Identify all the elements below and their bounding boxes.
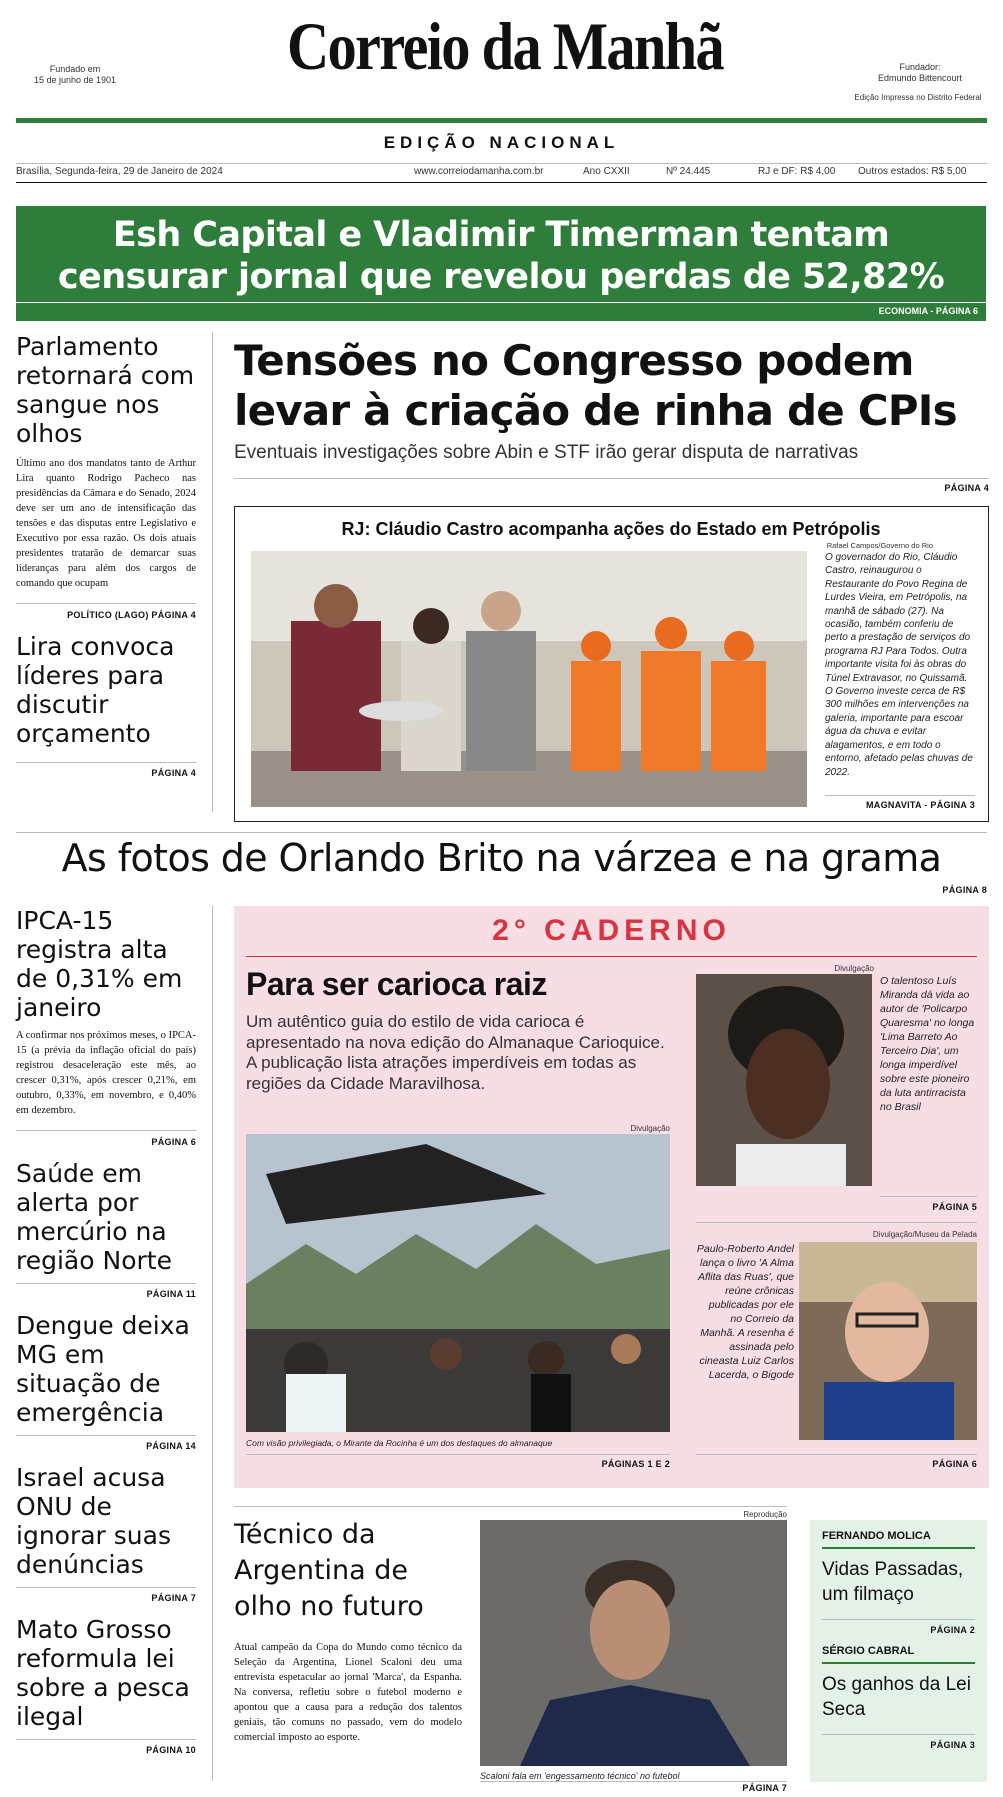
columnist-rule [822, 1547, 975, 1549]
rj-box-headline: RJ: Cláudio Castro acompanha ações do Estado em Petrópolis [341, 519, 881, 539]
luis-miranda-photo [696, 974, 872, 1186]
main-dek: Eventuais investigações sobre Abin e STF irão gerar disputa de narrativas [234, 442, 859, 463]
print-edition-note: Edição Impressa no Distrito Federal [854, 93, 982, 102]
story-mato-grosso-page[interactable]: PÁGINA 10 [146, 1745, 196, 1755]
rule [16, 762, 196, 763]
rule [480, 1781, 787, 1782]
top-banner[interactable] [16, 206, 986, 302]
scaloni-caption: Scaloni fala em 'engessamento técnico' no futebol [480, 1771, 680, 1781]
story-dengue-page[interactable]: PÁGINA 14 [146, 1441, 196, 1451]
caderno-page-1[interactable]: PÁGINAS 1 E 2 [601, 1459, 670, 1469]
story-ipca-page[interactable]: PÁGINA 6 [151, 1137, 196, 1147]
rj-box[interactable] [234, 506, 989, 822]
tecnico-credit: Reprodução [743, 1510, 787, 1519]
luis-miranda-caption: O talentoso Luís Miranda dá vida ao autor de 'Policarpo Quaresma' no longa 'Lima Barreto Ao Terceiro Dia', um longa imperdível sobre este pioneiro da luta antirracista no Brasil [880, 975, 975, 1113]
columnist-rule [822, 1662, 975, 1664]
scaloni-photo-image [480, 1520, 787, 1766]
columnist-2-author: SÉRGIO CABRAL [822, 1645, 915, 1657]
columnist-2-title[interactable]: Os ganhos da Lei Seca [822, 1674, 971, 1720]
banner-section[interactable]: ECONOMIA - PÁGINA 6 [16, 303, 986, 321]
rj-photo-image [251, 551, 807, 807]
tecnico-headline[interactable]: Técnico da Argentina de olho no futuro [234, 1519, 424, 1622]
story-lira-page[interactable]: PÁGINA 4 [151, 768, 196, 778]
banner-line2: censurar jornal que revelou perdas de 52,82% [57, 257, 945, 297]
orlando-headline[interactable]: As fotos de Orlando Brito na várzea e na grama [61, 836, 942, 880]
scaloni-photo [480, 1520, 787, 1766]
story-parlamento-page[interactable]: POLÍTICO (LAGO) PÁGINA 4 [67, 610, 196, 620]
rule [16, 1130, 196, 1131]
founder-name: Edmundo Bittencourt [877, 73, 963, 83]
rj-photo-caption: O governador do Rio, Cláudio Castro, reinaugurou o Restaurante do Povo Regina de Lurdes Vieira, em Petrópolis, na manhã de sábado (27). Na ocasião, também conferiu de perto a prestação de serviços do programa RJ Para Todos. Outra importante visita foi às obras do Túnel Extravasor, no Quissamã. O Governo investe cerca de R$ 300 milhões em intervenções na galeria, importante para escoar água da chuva e evitar alagamentos, e em todo o entorno, afetado pelas chuvas de 2022. [825, 552, 973, 778]
founder-note [850, 62, 990, 84]
story-ipca-body: A confirmar nos próximos meses, o IPCA-15 (a prévia da inflação oficial do país) registrou desaceleração este mês, ao crescer 0,31%, após crescer 0,21%, em outubro, 0,33%, em novembro, e 0,40% em dezembro. [16, 1030, 196, 1116]
story-parlamento-body: Último ano dos mandatos tanto de Arthur Lira quanto Rodrigo Pacheco nas presidências da Câmara e do Senado, 2024 deve ser um ano de intensificação das tensões e das disputas entre Legislativo e Executivo por essa razão. Os dois atuais presidentes tratarão de demarcar suas lideranças para além dos cargos de comando que ocupam [16, 458, 196, 589]
rule [696, 1222, 977, 1223]
rule [825, 795, 975, 796]
main-headline-line1: Tensões no Congresso podem [234, 336, 914, 385]
website-link[interactable]: www.correiodamanha.com.br [414, 166, 544, 177]
andel-photo [799, 1242, 977, 1440]
caderno-headline[interactable]: Para ser carioca raiz [246, 966, 547, 1002]
caderno-box[interactable] [234, 906, 989, 1488]
story-israel-page[interactable]: PÁGINA 7 [151, 1593, 196, 1603]
story-lira-head[interactable]: Lira convoca líderes para discutir orçamento [16, 632, 175, 748]
edition-label: EDIÇÃO NACIONAL [383, 133, 620, 152]
main-headline[interactable] [234, 336, 989, 436]
story-saude-head[interactable]: Saúde em alerta por mercúrio na região Norte [16, 1159, 172, 1275]
founded-note [30, 64, 120, 86]
main-headline-line2: levar à criação de rinha de CPIs [234, 386, 957, 435]
column-divider [212, 332, 213, 812]
story-saude-page[interactable]: PÁGINA 11 [146, 1289, 196, 1299]
mirante-photo [246, 1134, 670, 1432]
rule [16, 1435, 196, 1436]
caderno-rule [246, 956, 977, 957]
columnist-1-title[interactable]: Vidas Passadas, um filmaço [822, 1559, 964, 1605]
tecnico-body: Atual campeão da Copa do Mundo como técnico da Seleção da Argentina, Lionel Scaloni deu uma entrevista espetacular ao jornal 'Marca', da Espanha. Na conversa, refletiu sobre o futebol moderno e apontou que a causa para a redução dos talentos geniais, tão comuns no passado, vem do modelo comercial imposto ao esporte. [234, 1642, 462, 1743]
masthead-rule [16, 118, 987, 123]
caderno-credit-3: Divulgação/Museu da Pelada [872, 1230, 977, 1239]
columnists-box [810, 1520, 987, 1782]
main-story-page[interactable]: PÁGINA 4 [944, 483, 989, 493]
rule [16, 1283, 196, 1284]
dateline-rule-top [16, 163, 987, 164]
rule [234, 1506, 787, 1507]
story-parlamento-head[interactable]: Parlamento retornará com sangue nos olhos [16, 332, 195, 448]
orlando-page[interactable]: PÁGINA 8 [942, 885, 987, 895]
newspaper-title[interactable]: Correio da Manhã [287, 8, 723, 84]
story-israel-head[interactable]: Israel acusa ONU de ignorar suas denúncias [16, 1463, 171, 1579]
rule [822, 1734, 975, 1735]
rj-photo-credit: Rafael Campos/Governo do Rio [826, 541, 933, 550]
founded-line2: 15 de junho de 1901 [33, 75, 117, 85]
rj-photo [251, 551, 807, 807]
price-other-states: Outros estados: R$ 5,00 [858, 166, 967, 177]
columnist-1-author: FERNANDO MOLICA [822, 1530, 931, 1542]
caderno-dek: Um autêntico guia do estilo de vida carioca é apresentado na nova edição do Almanaque Carioquice. A publicação lista atrações imperdíveis em todas as regiões da Cidade Maravilhosa. [246, 1012, 665, 1093]
banner-line1: Esh Capital e Vladimir Timerman tentam [112, 215, 890, 255]
rule [696, 1454, 977, 1455]
rule [16, 603, 196, 604]
rule [16, 1587, 196, 1588]
caderno-page-2[interactable]: PÁGINA 5 [932, 1202, 977, 1212]
story-mato-grosso-head[interactable]: Mato Grosso reformula lei sobre a pesca ilegal [16, 1615, 190, 1731]
column-divider [212, 906, 213, 1781]
caderno-page-3[interactable]: PÁGINA 6 [932, 1459, 977, 1469]
edition-year: Ano CXXII [583, 166, 630, 177]
rule [880, 1196, 977, 1197]
edition-date: Brasília, Segunda-feira, 29 de Janeiro de 2024 [16, 166, 223, 177]
dateline [16, 166, 987, 180]
columnist-1-page[interactable]: PÁGINA 2 [930, 1625, 975, 1635]
mirante-caption: Com visão privilegiada, o Mirante da Rocinha é um dos destaques do almanaque [246, 1438, 553, 1448]
caderno-label: 2° CADERNO [492, 914, 731, 947]
mirante-photo-image [246, 1134, 670, 1432]
rule [16, 1739, 196, 1740]
columnist-2-page[interactable]: PÁGINA 3 [930, 1740, 975, 1750]
rule [822, 1619, 975, 1620]
founder-label: Fundador: [899, 62, 941, 72]
andel-caption: Paulo-Roberto Andel lança o livro 'A Alma Aflita das Ruas', que reúne crônicas publicadas por ele no Correio da Manhã. A resenha é assinada pelo cineasta Luiz Carlos Lacerda, o Bigode [696, 1243, 794, 1381]
story-dengue-head[interactable]: Dengue deixa MG em situação de emergência [16, 1311, 190, 1427]
caderno-credit-2: Divulgação [834, 964, 874, 973]
dateline-rule-bottom [16, 182, 987, 183]
price-rj-df: RJ e DF: R$ 4,00 [758, 166, 836, 177]
left-column [16, 332, 196, 783]
rule [16, 832, 987, 833]
luis-miranda-photo-image [696, 974, 872, 1186]
rule [234, 478, 989, 479]
tecnico-page[interactable]: PÁGINA 7 [742, 1783, 787, 1793]
founded-line1: Fundado em [49, 64, 101, 74]
rule [246, 1454, 670, 1455]
rj-box-page[interactable]: MAGNAVITA - PÁGINA 3 [866, 800, 975, 810]
story-ipca-head[interactable]: IPCA-15 registra alta de 0,31% em janeiro [16, 906, 183, 1022]
andel-photo-image [799, 1242, 977, 1440]
edition-number: Nº 24.445 [666, 166, 711, 177]
caderno-credit-1: Divulgação [630, 1124, 670, 1133]
left-column-lower [16, 906, 196, 1760]
